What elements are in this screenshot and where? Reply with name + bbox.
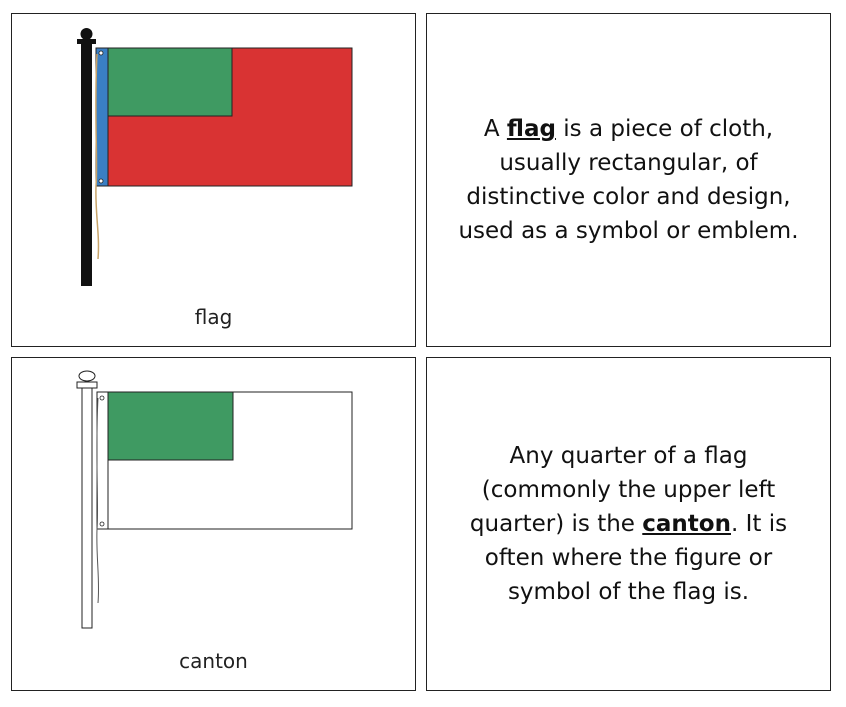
canton-picture-card — [11, 357, 416, 691]
pole-finial — [81, 28, 93, 40]
definition-text-end: . It is often where the figure or symbol of the flag is. — [484, 511, 788, 605]
canton-caption: canton — [179, 649, 248, 673]
definition-text-end: is a piece of cloth, usually rectangular, of distinctive color and design, used as a symbol or emblem. — [458, 116, 799, 244]
flag-caption: flag — [194, 305, 233, 329]
hoist-strip — [96, 48, 108, 186]
definition-term-flag: flag — [506, 116, 556, 142]
flag-definition-card — [426, 13, 831, 347]
hoist-strip-outline — [97, 392, 108, 529]
pole-finial-outline — [79, 371, 95, 381]
definition-term-canton: canton — [642, 511, 731, 537]
flag-picture-card — [11, 13, 416, 347]
definition-text-start: Any quarter of a flag (commonly the upper left quarter) is the — [469, 443, 776, 537]
flag-canton — [108, 48, 232, 116]
canton-illustration-icon — [12, 358, 415, 690]
definition-text-start: A — [483, 116, 507, 142]
flagpole-outline — [82, 386, 92, 628]
flag-definition — [447, 14, 810, 346]
canton-definition — [447, 358, 810, 690]
pole-cap-base-outline — [77, 382, 97, 388]
canton-definition-card — [426, 357, 831, 691]
canton-highlight — [108, 392, 233, 460]
flagpole — [81, 42, 92, 286]
flag-illustration-icon — [12, 14, 415, 346]
